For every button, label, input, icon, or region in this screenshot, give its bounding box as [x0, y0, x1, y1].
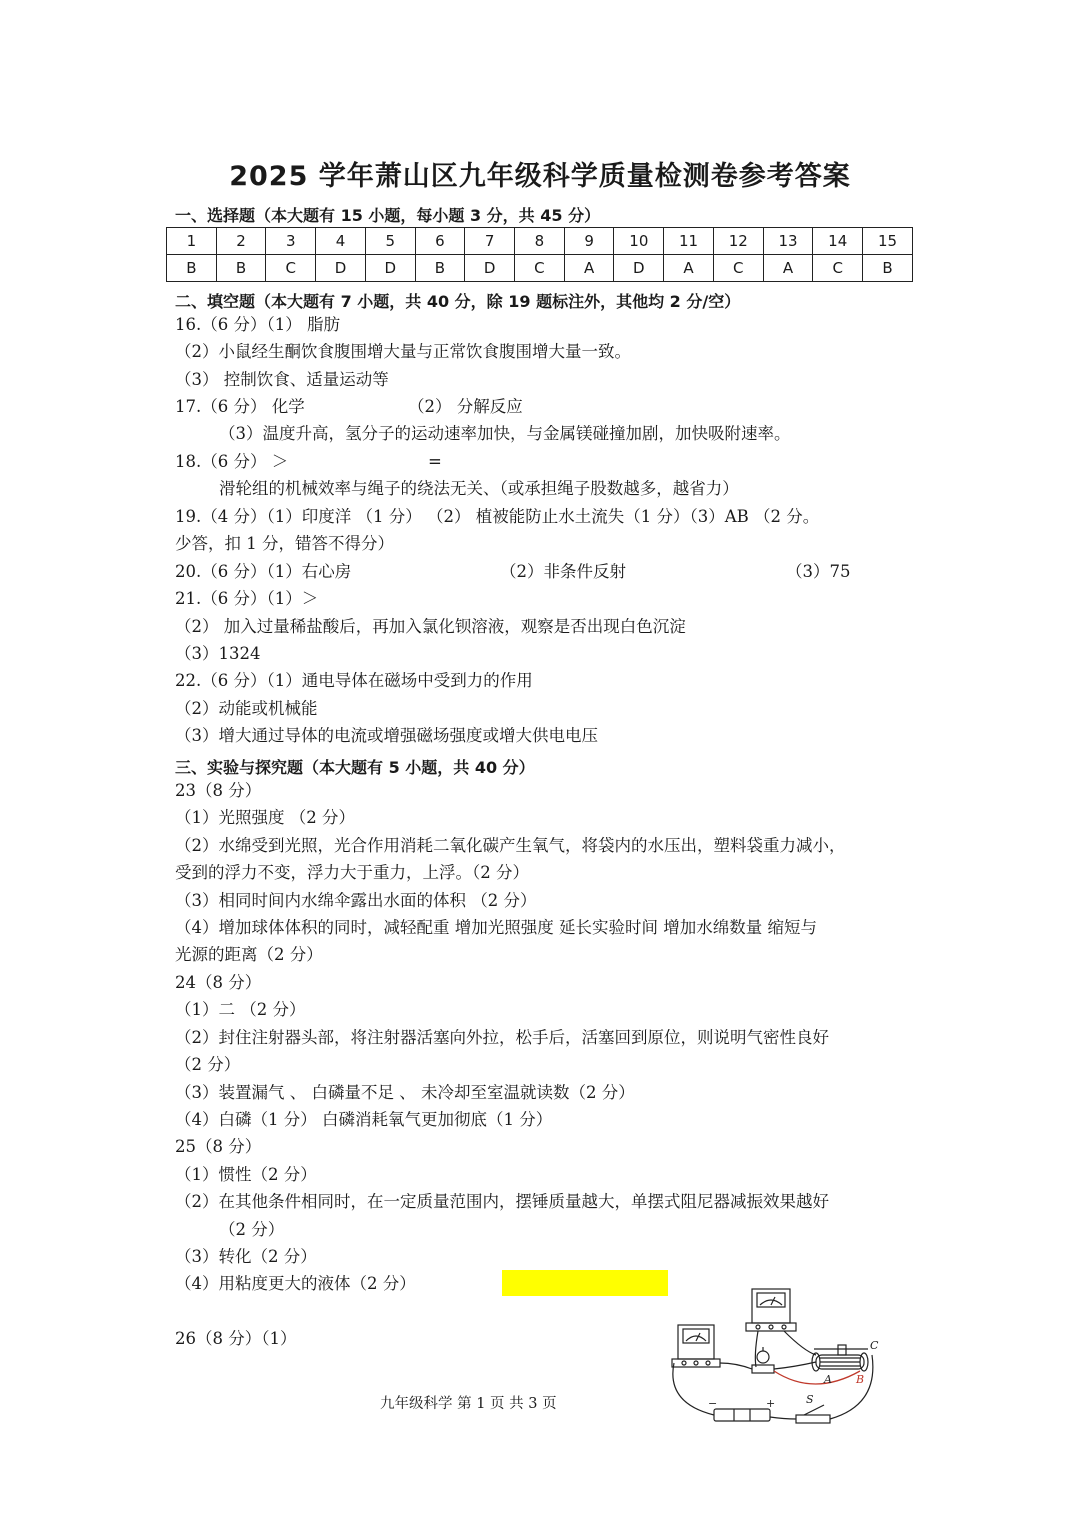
answer-line: 21.（6 分）（1）＞ [175, 589, 319, 608]
page-title: 2025 学年萧山区九年级科学质量检测卷参考答案 [229, 161, 851, 192]
answer-line: 16.（6 分）（1） 脂肪 [175, 315, 340, 334]
battery-plus-label: + [766, 1397, 776, 1410]
answer-line: （3）增大通过导体的电流或增强磁场强度或增大供电电压 [175, 726, 598, 745]
answer-line: （2）动能或机械能 [175, 699, 318, 718]
question-number: 10 [614, 228, 664, 255]
answer-cell: B [863, 255, 913, 282]
answer-line: （3）转化（2 分） [175, 1247, 317, 1266]
question-number: 15 [863, 228, 913, 255]
answer-cell: C [266, 255, 316, 282]
choice-answer-table [166, 227, 913, 282]
battery-icon [714, 1409, 770, 1421]
answer-line: （3） 控制饮食、适量运动等 [175, 370, 389, 389]
answer-line: （2）封住注射器头部，将注射器活塞向外拉，松手后，活塞回到原位，则说明气密性良好 [175, 1028, 829, 1047]
question-number: 14 [813, 228, 863, 255]
answer-line: = [428, 452, 442, 471]
section-heading-experiment: 三、实验与探究题（本大题有 5 小题，共 40 分） [175, 758, 535, 777]
answer-cell: D [316, 255, 366, 282]
question-number: 3 [266, 228, 316, 255]
terminal-label-c: C [870, 1339, 879, 1352]
answer-cell: A [564, 255, 614, 282]
wire-red [774, 1371, 860, 1384]
page-footer: 九年级科学 第 1 页 共 3 页 [380, 1396, 557, 1412]
battery-minus-label: − [708, 1397, 718, 1410]
question-number: 5 [365, 228, 415, 255]
rheostat-icon [812, 1345, 868, 1371]
answer-line: 24（8 分） [175, 973, 262, 992]
table-row-numbers [167, 228, 913, 255]
question-number: 7 [465, 228, 515, 255]
switch-label: S [806, 1393, 814, 1406]
ammeter-icon [672, 1325, 720, 1367]
question-number: 11 [664, 228, 714, 255]
answer-line: 少答，扣 1 分，错答不得分） [175, 534, 394, 553]
answer-line: 22.（6 分）（1）通电导体在磁场中受到力的作用 [175, 671, 533, 690]
answer-line: （1）惯性（2 分） [175, 1165, 317, 1184]
wire [770, 1417, 796, 1419]
switch-icon [796, 1405, 830, 1423]
answer-line: （4）用粘度更大的液体（2 分） [175, 1274, 416, 1293]
answer-line: 18.（6 分） ＞ [175, 452, 289, 471]
question-number: 13 [763, 228, 813, 255]
answer-cell: B [167, 255, 217, 282]
table-row-answers [167, 255, 913, 282]
answer-line: 17.（6 分） 化学 [175, 397, 305, 416]
answer-cell: D [365, 255, 415, 282]
answer-cell: B [216, 255, 266, 282]
answer-line: （4）白磷（1 分） 白磷消耗氧气更加彻底（1 分） [175, 1110, 553, 1129]
question-number: 12 [713, 228, 763, 255]
answer-line: 滑轮组的机械效率与绳子的绕法无关、（或承担绳子股数越多，越省力） [219, 479, 739, 498]
answer-cell: B [415, 255, 465, 282]
answer-line: 20.（6 分）（1）右心房 [175, 562, 352, 581]
answer-line: 26（8 分）（1） [175, 1329, 297, 1348]
terminal-label-b: B [856, 1373, 865, 1386]
answer-cell: C [813, 255, 863, 282]
answer-line: （1）二 （2 分） [175, 1000, 306, 1019]
answer-line: （2）水绵受到光照，光合作用消耗二氧化碳产生氧气，将袋内的水压出，塑料袋重力减小， [175, 836, 846, 855]
answer-line: （3）温度升高，氢分子的运动速率加快，与金属镁碰撞加剧，加快吸附速率。 [219, 424, 791, 443]
answer-line: （2 分） [219, 1220, 285, 1239]
answer-line: （3）装置漏气 、 白磷量不足 、 未冷却至室温就读数（2 分） [175, 1083, 635, 1102]
answer-line: （1）光照强度 （2 分） [175, 808, 355, 827]
question-number: 2 [216, 228, 266, 255]
answer-cell: C [713, 255, 763, 282]
answer-line: （2）小鼠经生酮饮食腹围增大量与正常饮食腹围增大量一致。 [175, 342, 631, 361]
wire [830, 1355, 873, 1419]
answer-line: 25（8 分） [175, 1137, 262, 1156]
circuit-diagram [664, 1285, 894, 1435]
answer-line: （2）在其他条件相同时，在一定质量范围内，摆锤质量越大，单摆式阻尼器减振效果越好 [175, 1192, 829, 1211]
question-number: 4 [316, 228, 366, 255]
answer-line: （2）非条件反射 [500, 562, 626, 581]
answer-line: 19.（4 分）（1）印度洋 （1 分） （2） 植被能防止水土流失（1 分）（3）AB （2 分。 [175, 507, 820, 526]
answer-line: （4）增加球体体积的同时，减轻配重 增加光照强度 延长实验时间 增加水绵数量 缩短与 [175, 918, 817, 937]
answer-line: （2） 分解反应 [408, 397, 523, 416]
question-number: 1 [167, 228, 217, 255]
answer-line: 受到的浮力不变，浮力大于重力，上浮。（2 分） [175, 863, 529, 882]
answer-cell: D [614, 255, 664, 282]
answer-line: （3）75 [786, 562, 851, 581]
highlight-mark [502, 1270, 668, 1296]
wire [784, 1331, 816, 1355]
answer-line: 23（8 分） [175, 781, 262, 800]
answer-line: （2 分） [175, 1055, 241, 1074]
question-number: 6 [415, 228, 465, 255]
answer-cell: C [515, 255, 565, 282]
answer-cell: A [664, 255, 714, 282]
answer-line: （3）1324 [175, 644, 261, 663]
voltmeter-icon [746, 1289, 796, 1331]
answer-line: （3）相同时间内水绵伞露出水面的体积 （2 分） [175, 891, 537, 910]
wire [774, 1362, 816, 1369]
terminal-label-a: A [824, 1373, 832, 1386]
answer-line: 光源的距离（2 分） [175, 945, 323, 964]
wire [720, 1363, 752, 1369]
section-heading-fill: 二、填空题（本大题有 7 小题，共 40 分，除 19 题标注外，其他均 2 分/空） [175, 292, 741, 311]
answer-cell: D [465, 255, 515, 282]
answer-line: （2） 加入过量稀盐酸后，再加入氯化钡溶液，观察是否出现白色沉淀 [175, 617, 686, 636]
answer-cell: A [763, 255, 813, 282]
question-number: 9 [564, 228, 614, 255]
question-number: 8 [515, 228, 565, 255]
wire [755, 1331, 758, 1367]
section-heading-choice: 一、选择题（本大题有 15 小题，每小题 3 分，共 45 分） [175, 206, 601, 225]
